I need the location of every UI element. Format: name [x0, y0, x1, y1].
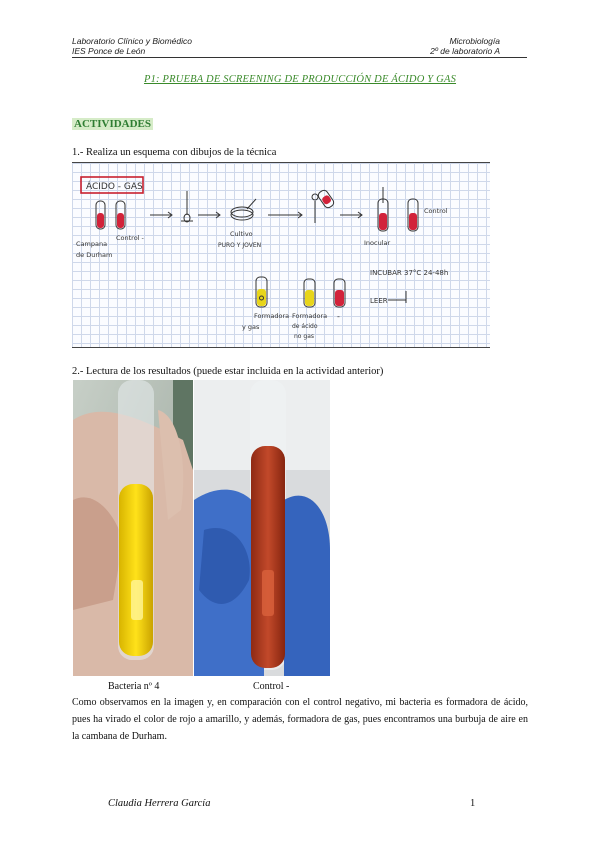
label-minus: - [337, 312, 340, 321]
technique-sketch [72, 162, 490, 348]
arrow-icon [198, 212, 220, 218]
header-school: IES Ponce de León [72, 46, 146, 56]
label-incubar: INCUBAR 37°C 24-48h [370, 269, 449, 277]
photo-control-image [194, 380, 330, 676]
tube-control-icon [408, 199, 418, 231]
tube-durham-icon [96, 201, 105, 229]
tube-inoculated-icon [378, 187, 388, 231]
photo-control-negative [194, 380, 330, 676]
question-2: 2.- Lectura de los resultados (puede estar incluida en la actividad anterior) [72, 366, 384, 377]
tube-negative-icon [334, 279, 345, 307]
tube-control-icon [116, 201, 125, 229]
results-paragraph: Como observamos en la imagen y, en comparación con el control negativo, mi bacteria es formadora de ácido, pues ha virado el color de rojo a amarillo, y además, formadora de gas, pues encontramos una burbuja de aire en la cambana de Durham. [72, 697, 528, 742]
loop-icon [181, 191, 193, 222]
arrow-icon [388, 291, 406, 303]
arrow-icon [150, 212, 172, 218]
label-control: Control - [116, 234, 144, 242]
label-noform-3: no gas [294, 333, 314, 340]
label-cultivo: Cultivo [230, 230, 253, 238]
label-durham: de Durham [76, 251, 113, 259]
caption-control: Control - [253, 681, 290, 692]
label-puro: PURO Y JOVEN [218, 242, 262, 249]
page-number: 1 [470, 798, 476, 809]
footer-author: Claudia Herrera García [108, 798, 211, 809]
label-campana: Campana [76, 240, 108, 248]
photo-bacteria-4-image [73, 380, 193, 676]
arrow-icon [268, 212, 302, 218]
label-control-2: Control [424, 207, 448, 215]
photo-bacteria-4 [73, 380, 193, 676]
label-formadora-1: Formadora [254, 312, 290, 320]
header-rule [72, 57, 527, 58]
arrow-icon [340, 212, 362, 218]
header-subject: Microbiología [449, 36, 500, 46]
caption-bacteria: Bacteria nº 4 [108, 681, 160, 692]
label-noform-1: Formadora [292, 312, 328, 320]
tube-acid-gas-icon [256, 277, 267, 307]
label-noform-2: de ácido [292, 323, 318, 330]
label-inocular: Inocular [364, 239, 391, 247]
header-lab-name: Laboratorio Clínico y Biomédico [72, 36, 193, 46]
question-1: 1.- Realiza un esquema con dibujos de la técnica [72, 147, 277, 158]
sketch-drawing [72, 163, 490, 347]
page-title: P1: PRUEBA DE SCREENING DE PRODUCCIÓN DE ÁCIDO Y GAS [143, 74, 457, 85]
label-formadora-2: y gas [242, 323, 260, 331]
label-leer: LEER [370, 297, 388, 305]
header-group: 2º de laboratorio A [430, 46, 500, 56]
loop-icon [312, 189, 335, 223]
tube-acid-nogas-icon [304, 279, 315, 307]
petri-dish-icon [231, 199, 256, 220]
sketch-title-label: ÁCIDO - GAS [86, 182, 143, 192]
activities-heading: ACTIVIDADES [74, 118, 152, 130]
